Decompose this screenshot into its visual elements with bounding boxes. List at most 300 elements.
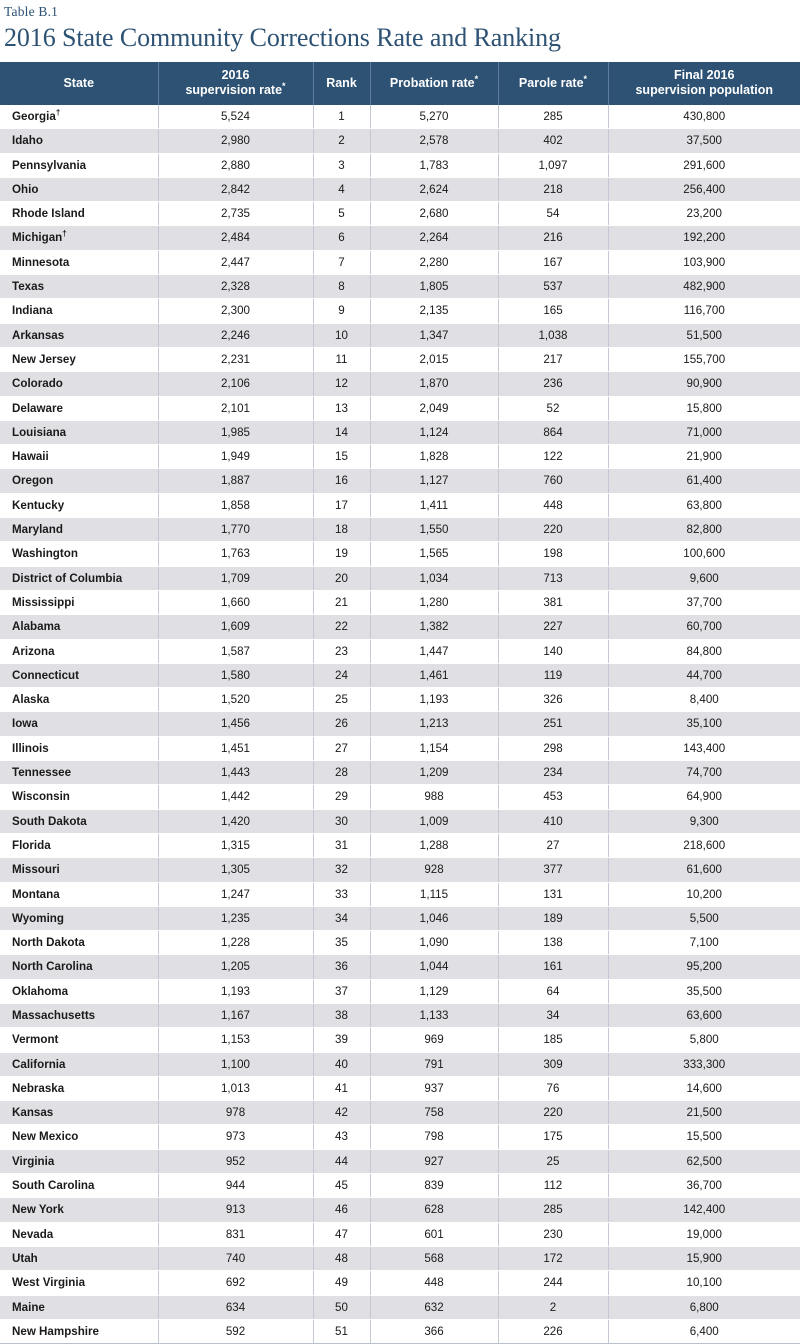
cell-supervision-rate: 740 [158, 1246, 313, 1270]
cell-parole-rate: 122 [498, 445, 608, 469]
cell-probation-rate: 2,135 [370, 299, 498, 323]
cell-probation-rate: 1,550 [370, 518, 498, 542]
footnote-marker-asterisk: * [583, 73, 588, 84]
cell-parole-rate: 140 [498, 639, 608, 663]
cell-supervision-rate: 978 [158, 1101, 313, 1125]
cell-state: Alabama [0, 615, 158, 639]
table-row [0, 347, 800, 371]
cell-probation-rate: 2,578 [370, 129, 498, 153]
cell-parole-rate: 453 [498, 785, 608, 809]
cell-supervision-rate: 1,520 [158, 688, 313, 712]
cell-rank: 40 [313, 1052, 370, 1076]
cell-supervision-rate: 2,447 [158, 250, 313, 274]
cell-rank: 11 [313, 347, 370, 371]
cell-population: 333,300 [608, 1052, 800, 1076]
table-row [0, 590, 800, 614]
cell-parole-rate: 309 [498, 1052, 608, 1076]
cell-state: Colorado [0, 372, 158, 396]
title-block [0, 0, 800, 54]
table-row [0, 396, 800, 420]
cell-state: Nebraska [0, 1076, 158, 1100]
table-row [0, 518, 800, 542]
cell-supervision-rate: 1,013 [158, 1076, 313, 1100]
cell-supervision-rate: 1,887 [158, 469, 313, 493]
cell-parole-rate: 244 [498, 1271, 608, 1295]
cell-supervision-rate: 634 [158, 1295, 313, 1319]
cell-rank: 24 [313, 663, 370, 687]
cell-supervision-rate: 2,484 [158, 226, 313, 250]
cell-parole-rate: 227 [498, 615, 608, 639]
cell-rank: 42 [313, 1101, 370, 1125]
cell-supervision-rate: 831 [158, 1222, 313, 1246]
table-row [0, 1295, 800, 1319]
table-row [0, 1149, 800, 1173]
cell-parole-rate: 864 [498, 420, 608, 444]
cell-rank: 47 [313, 1222, 370, 1246]
cell-supervision-rate: 1,443 [158, 761, 313, 785]
cell-population: 8,400 [608, 688, 800, 712]
cell-probation-rate: 1,347 [370, 323, 498, 347]
cell-population: 64,900 [608, 785, 800, 809]
cell-state: Alaska [0, 688, 158, 712]
cell-rank: 39 [313, 1028, 370, 1052]
cell-parole-rate: 52 [498, 396, 608, 420]
cell-parole-rate: 220 [498, 518, 608, 542]
cell-parole-rate: 25 [498, 1149, 608, 1173]
cell-rank: 23 [313, 639, 370, 663]
cell-population: 19,000 [608, 1222, 800, 1246]
cell-supervision-rate: 1,442 [158, 785, 313, 809]
table-row [0, 493, 800, 517]
cell-state: Wisconsin [0, 785, 158, 809]
cell-supervision-rate: 2,328 [158, 275, 313, 299]
cell-probation-rate: 2,049 [370, 396, 498, 420]
cell-parole-rate: 226 [498, 1319, 608, 1343]
cell-state: Florida [0, 833, 158, 857]
cell-supervision-rate: 944 [158, 1174, 313, 1198]
cell-state: New York [0, 1198, 158, 1222]
cell-probation-rate: 1,805 [370, 275, 498, 299]
cell-population: 100,600 [608, 542, 800, 566]
column-header-state[interactable]: State [0, 62, 158, 105]
cell-probation-rate: 632 [370, 1295, 498, 1319]
cell-state: South Dakota [0, 809, 158, 833]
cell-probation-rate: 758 [370, 1101, 498, 1125]
footnote-marker-dagger: † [55, 108, 61, 118]
cell-rank: 22 [313, 615, 370, 639]
cell-parole-rate: 76 [498, 1076, 608, 1100]
column-header-supervision-rate[interactable]: 2016 supervision rate* [158, 62, 313, 105]
column-header-probation-rate[interactable]: Probation rate* [370, 62, 498, 105]
cell-probation-rate: 927 [370, 1149, 498, 1173]
cell-state: Illinois [0, 736, 158, 760]
cell-parole-rate: 189 [498, 906, 608, 930]
table-row [0, 882, 800, 906]
cell-state: Oklahoma [0, 979, 158, 1003]
cell-rank: 21 [313, 590, 370, 614]
cell-parole-rate: 326 [498, 688, 608, 712]
cell-population: 61,600 [608, 858, 800, 882]
cell-state: Georgia† [0, 105, 158, 129]
cell-population: 10,100 [608, 1271, 800, 1295]
cell-rank: 17 [313, 493, 370, 517]
cell-probation-rate: 1,046 [370, 906, 498, 930]
cell-state: Massachusetts [0, 1003, 158, 1027]
cell-rank: 9 [313, 299, 370, 323]
table-wrapper [0, 62, 800, 1344]
cell-probation-rate: 1,129 [370, 979, 498, 1003]
table-row [0, 1246, 800, 1270]
cell-population: 5,500 [608, 906, 800, 930]
cell-rank: 13 [313, 396, 370, 420]
cell-parole-rate: 112 [498, 1174, 608, 1198]
cell-population: 5,800 [608, 1028, 800, 1052]
table-row [0, 226, 800, 250]
cell-parole-rate: 713 [498, 566, 608, 590]
cell-supervision-rate: 1,763 [158, 542, 313, 566]
cell-supervision-rate: 1,709 [158, 566, 313, 590]
table-row [0, 1101, 800, 1125]
cell-parole-rate: 230 [498, 1222, 608, 1246]
table-row [0, 736, 800, 760]
cell-probation-rate: 1,411 [370, 493, 498, 517]
column-header-rank[interactable]: Rank [313, 62, 370, 105]
table-row [0, 979, 800, 1003]
cell-rank: 43 [313, 1125, 370, 1149]
cell-probation-rate: 1,090 [370, 931, 498, 955]
cell-rank: 12 [313, 372, 370, 396]
cell-probation-rate: 791 [370, 1052, 498, 1076]
cell-probation-rate: 1,447 [370, 639, 498, 663]
cell-supervision-rate: 952 [158, 1149, 313, 1173]
cell-parole-rate: 381 [498, 590, 608, 614]
cell-state: Utah [0, 1246, 158, 1270]
cell-probation-rate: 1,127 [370, 469, 498, 493]
cell-parole-rate: 172 [498, 1246, 608, 1270]
table-row [0, 445, 800, 469]
table-row [0, 1174, 800, 1198]
cell-supervision-rate: 2,300 [158, 299, 313, 323]
cell-population: 37,700 [608, 590, 800, 614]
cell-parole-rate: 138 [498, 931, 608, 955]
cell-rank: 31 [313, 833, 370, 857]
cell-rank: 19 [313, 542, 370, 566]
table-row [0, 639, 800, 663]
cell-parole-rate: 165 [498, 299, 608, 323]
cell-supervision-rate: 2,231 [158, 347, 313, 371]
cell-probation-rate: 2,280 [370, 250, 498, 274]
cell-state: California [0, 1052, 158, 1076]
cell-state: West Virginia [0, 1271, 158, 1295]
cell-population: 44,700 [608, 663, 800, 687]
cell-supervision-rate: 1,609 [158, 615, 313, 639]
cell-probation-rate: 2,680 [370, 202, 498, 226]
table-row [0, 566, 800, 590]
table-header [0, 62, 800, 105]
table-row [0, 1028, 800, 1052]
cell-population: 142,400 [608, 1198, 800, 1222]
cell-supervision-rate: 1,451 [158, 736, 313, 760]
cell-population: 63,800 [608, 493, 800, 517]
cell-state: Michigan† [0, 226, 158, 250]
cell-rank: 20 [313, 566, 370, 590]
cell-supervision-rate: 592 [158, 1319, 313, 1343]
cell-probation-rate: 1,209 [370, 761, 498, 785]
cell-probation-rate: 5,270 [370, 105, 498, 129]
cell-state: Indiana [0, 299, 158, 323]
table-row [0, 833, 800, 857]
table-row [0, 1222, 800, 1246]
cell-population: 482,900 [608, 275, 800, 299]
cell-population: 218,600 [608, 833, 800, 857]
cell-state: Ohio [0, 177, 158, 201]
cell-state: District of Columbia [0, 566, 158, 590]
cell-probation-rate: 1,133 [370, 1003, 498, 1027]
cell-population: 116,700 [608, 299, 800, 323]
cell-state: Idaho [0, 129, 158, 153]
cell-state: Louisiana [0, 420, 158, 444]
cell-supervision-rate: 1,100 [158, 1052, 313, 1076]
cell-state: Oregon [0, 469, 158, 493]
cell-population: 14,600 [608, 1076, 800, 1100]
cell-population: 61,400 [608, 469, 800, 493]
cell-probation-rate: 1,044 [370, 955, 498, 979]
cell-supervision-rate: 2,735 [158, 202, 313, 226]
cell-rank: 18 [313, 518, 370, 542]
page-title: 2016 State Community Corrections Rate and Ranking [4, 23, 561, 52]
cell-population: 62,500 [608, 1149, 800, 1173]
cell-population: 23,200 [608, 202, 800, 226]
cell-rank: 30 [313, 809, 370, 833]
cell-state: Maryland [0, 518, 158, 542]
cell-parole-rate: 54 [498, 202, 608, 226]
cell-parole-rate: 2 [498, 1295, 608, 1319]
cell-rank: 32 [313, 858, 370, 882]
cell-population: 71,000 [608, 420, 800, 444]
cell-parole-rate: 1,097 [498, 153, 608, 177]
cell-supervision-rate: 1,580 [158, 663, 313, 687]
table-row [0, 323, 800, 347]
cell-population: 15,800 [608, 396, 800, 420]
cell-rank: 3 [313, 153, 370, 177]
cell-state: New Mexico [0, 1125, 158, 1149]
cell-probation-rate: 568 [370, 1246, 498, 1270]
cell-supervision-rate: 913 [158, 1198, 313, 1222]
cell-population: 10,200 [608, 882, 800, 906]
table-row [0, 299, 800, 323]
cell-parole-rate: 218 [498, 177, 608, 201]
cell-supervision-rate: 1,770 [158, 518, 313, 542]
cell-supervision-rate: 1,235 [158, 906, 313, 930]
table-row [0, 177, 800, 201]
cell-probation-rate: 2,015 [370, 347, 498, 371]
cell-rank: 29 [313, 785, 370, 809]
cell-population: 84,800 [608, 639, 800, 663]
cell-state: New Hampshire [0, 1319, 158, 1343]
cell-parole-rate: 119 [498, 663, 608, 687]
cell-state: Iowa [0, 712, 158, 736]
cell-probation-rate: 1,565 [370, 542, 498, 566]
table-row [0, 955, 800, 979]
cell-probation-rate: 366 [370, 1319, 498, 1343]
cell-supervision-rate: 1,228 [158, 931, 313, 955]
table-row [0, 712, 800, 736]
table-row [0, 1076, 800, 1100]
cell-rank: 46 [313, 1198, 370, 1222]
table-row [0, 858, 800, 882]
cell-parole-rate: 236 [498, 372, 608, 396]
cell-state: Hawaii [0, 445, 158, 469]
table-row [0, 1319, 800, 1343]
cell-supervision-rate: 2,980 [158, 129, 313, 153]
cell-state: Delaware [0, 396, 158, 420]
cell-rank: 16 [313, 469, 370, 493]
cell-rank: 28 [313, 761, 370, 785]
cell-parole-rate: 760 [498, 469, 608, 493]
cell-supervision-rate: 2,880 [158, 153, 313, 177]
cell-parole-rate: 220 [498, 1101, 608, 1125]
cell-rank: 51 [313, 1319, 370, 1343]
cell-parole-rate: 410 [498, 809, 608, 833]
table-row [0, 688, 800, 712]
cell-probation-rate: 798 [370, 1125, 498, 1149]
cell-parole-rate: 1,038 [498, 323, 608, 347]
cell-parole-rate: 175 [498, 1125, 608, 1149]
cell-rank: 44 [313, 1149, 370, 1173]
cell-supervision-rate: 1,247 [158, 882, 313, 906]
cell-rank: 48 [313, 1246, 370, 1270]
cell-population: 15,900 [608, 1246, 800, 1270]
cell-probation-rate: 2,624 [370, 177, 498, 201]
cell-parole-rate: 377 [498, 858, 608, 882]
cell-state: Virginia [0, 1149, 158, 1173]
cell-parole-rate: 298 [498, 736, 608, 760]
cell-state: Kansas [0, 1101, 158, 1125]
cell-state: Connecticut [0, 663, 158, 687]
cell-parole-rate: 27 [498, 833, 608, 857]
cell-population: 35,100 [608, 712, 800, 736]
cell-population: 95,200 [608, 955, 800, 979]
cell-rank: 8 [313, 275, 370, 299]
cell-population: 21,500 [608, 1101, 800, 1125]
table-header-row [0, 62, 800, 105]
cell-population: 6,400 [608, 1319, 800, 1343]
cell-rank: 15 [313, 445, 370, 469]
cell-supervision-rate: 1,193 [158, 979, 313, 1003]
cell-rank: 41 [313, 1076, 370, 1100]
table-row [0, 275, 800, 299]
cell-supervision-rate: 2,101 [158, 396, 313, 420]
cell-parole-rate: 448 [498, 493, 608, 517]
cell-rank: 6 [313, 226, 370, 250]
cell-rank: 1 [313, 105, 370, 129]
cell-supervision-rate: 973 [158, 1125, 313, 1149]
cell-rank: 2 [313, 129, 370, 153]
cell-state: Rhode Island [0, 202, 158, 226]
cell-population: 256,400 [608, 177, 800, 201]
cell-state: Arkansas [0, 323, 158, 347]
cell-state: Pennsylvania [0, 153, 158, 177]
cell-supervision-rate: 1,456 [158, 712, 313, 736]
cell-state: Montana [0, 882, 158, 906]
cell-supervision-rate: 1,420 [158, 809, 313, 833]
cell-state: Missouri [0, 858, 158, 882]
cell-probation-rate: 969 [370, 1028, 498, 1052]
footnote-marker-dagger: † [62, 229, 67, 239]
cell-rank: 7 [313, 250, 370, 274]
cell-rank: 10 [313, 323, 370, 347]
cell-population: 51,500 [608, 323, 800, 347]
cell-state: Maine [0, 1295, 158, 1319]
cell-probation-rate: 601 [370, 1222, 498, 1246]
cell-state: Nevada [0, 1222, 158, 1246]
table-row [0, 1003, 800, 1027]
cell-state: Kentucky [0, 493, 158, 517]
cell-rank: 5 [313, 202, 370, 226]
cell-parole-rate: 402 [498, 129, 608, 153]
cell-supervision-rate: 1,660 [158, 590, 313, 614]
cell-probation-rate: 1,280 [370, 590, 498, 614]
table-row [0, 809, 800, 833]
cell-population: 155,700 [608, 347, 800, 371]
cell-supervision-rate: 1,153 [158, 1028, 313, 1052]
cell-state: North Dakota [0, 931, 158, 955]
cell-state: Mississippi [0, 590, 158, 614]
cell-supervision-rate: 2,106 [158, 372, 313, 396]
cell-supervision-rate: 5,524 [158, 105, 313, 129]
cell-parole-rate: 216 [498, 226, 608, 250]
cell-rank: 49 [313, 1271, 370, 1295]
cell-supervision-rate: 1,305 [158, 858, 313, 882]
cell-supervision-rate: 1,858 [158, 493, 313, 517]
table-row [0, 250, 800, 274]
cell-probation-rate: 1,783 [370, 153, 498, 177]
table-row [0, 1198, 800, 1222]
cell-probation-rate: 839 [370, 1174, 498, 1198]
cell-parole-rate: 537 [498, 275, 608, 299]
table-row [0, 931, 800, 955]
table-row [0, 785, 800, 809]
cell-parole-rate: 131 [498, 882, 608, 906]
cell-supervision-rate: 2,246 [158, 323, 313, 347]
cell-population: 90,900 [608, 372, 800, 396]
cell-parole-rate: 234 [498, 761, 608, 785]
cell-population: 291,600 [608, 153, 800, 177]
cell-state: Arizona [0, 639, 158, 663]
table-row [0, 542, 800, 566]
corrections-rate-table [0, 62, 800, 1344]
table-row [0, 153, 800, 177]
cell-rank: 38 [313, 1003, 370, 1027]
table-row [0, 372, 800, 396]
cell-probation-rate: 928 [370, 858, 498, 882]
column-header-population[interactable]: Final 2016 supervision population [608, 62, 800, 105]
cell-state: Texas [0, 275, 158, 299]
cell-probation-rate: 1,034 [370, 566, 498, 590]
cell-state: New Jersey [0, 347, 158, 371]
cell-probation-rate: 1,115 [370, 882, 498, 906]
cell-probation-rate: 1,870 [370, 372, 498, 396]
column-header-parole-rate[interactable]: Parole rate* [498, 62, 608, 105]
cell-population: 82,800 [608, 518, 800, 542]
cell-parole-rate: 167 [498, 250, 608, 274]
cell-probation-rate: 1,288 [370, 833, 498, 857]
cell-supervision-rate: 2,842 [158, 177, 313, 201]
cell-probation-rate: 1,382 [370, 615, 498, 639]
cell-supervision-rate: 692 [158, 1271, 313, 1295]
cell-parole-rate: 285 [498, 105, 608, 129]
cell-population: 7,100 [608, 931, 800, 955]
